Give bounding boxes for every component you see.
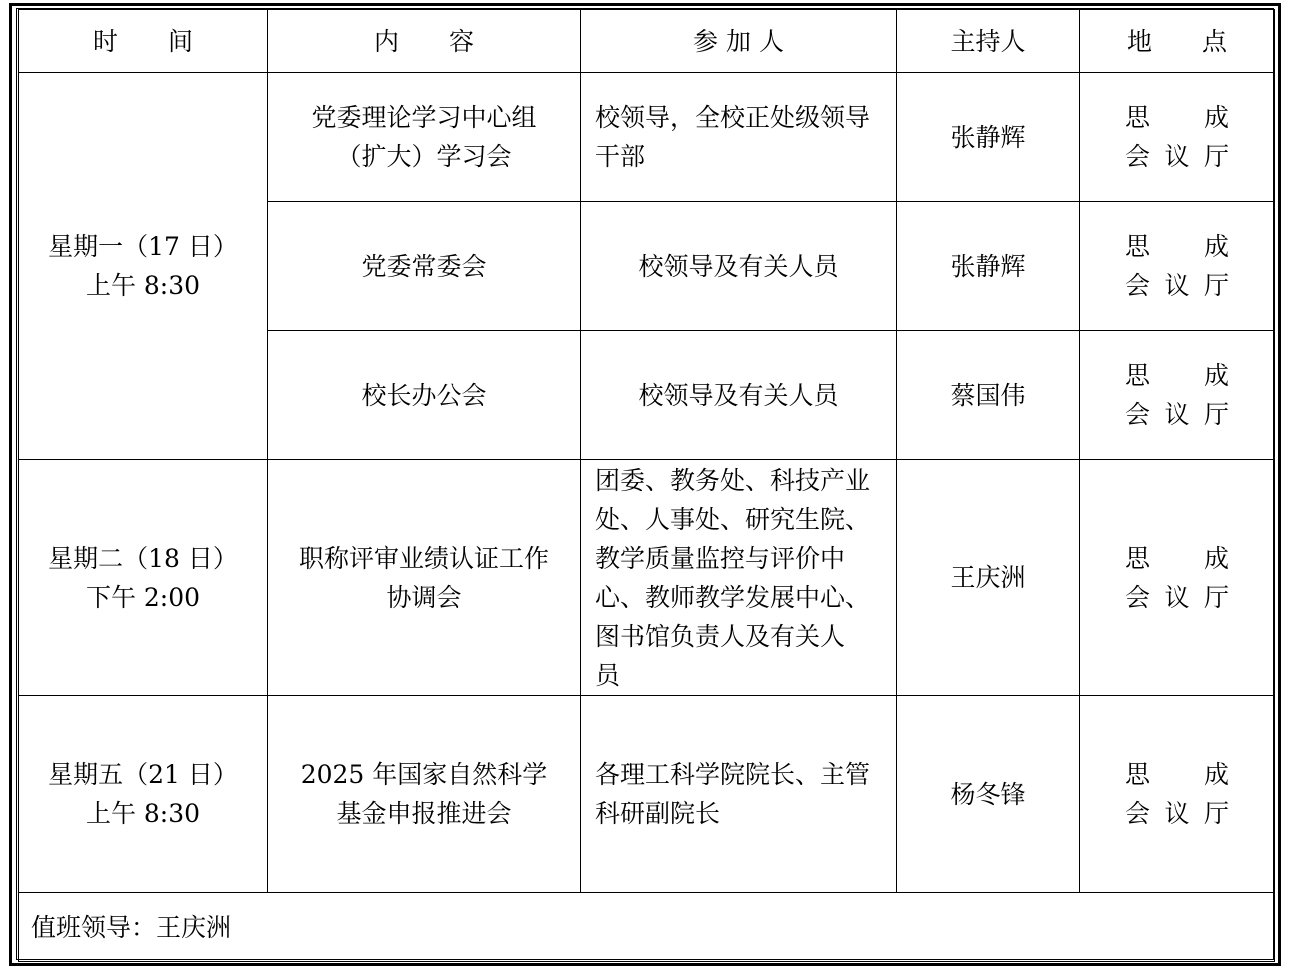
- content-cell: 党委常委会: [268, 202, 581, 331]
- location-cell: [1080, 460, 1275, 696]
- footer-row: [19, 893, 1275, 962]
- host-cell: 张静辉: [897, 202, 1080, 331]
- location-line-2: 会 议 厅: [1125, 582, 1229, 612]
- duty-leader: 值班领导：王庆洲: [19, 893, 1275, 962]
- time-cell: [19, 460, 268, 696]
- location-cell: [1080, 73, 1275, 202]
- participants-cell: 校领导及有关人员: [581, 331, 897, 460]
- host-cell: 杨冬锋: [897, 696, 1080, 893]
- content-cell: 2025 年国家自然科学 基金申报推进会: [268, 696, 581, 893]
- participants-cell: 各理工科学院院长、主管 科研副院长: [581, 696, 897, 893]
- time-day: 星期一（17 日）: [48, 232, 238, 261]
- time-hour: 上午 8:30: [85, 799, 201, 828]
- time-cell: [19, 73, 268, 460]
- header-time: 时 间: [19, 10, 268, 73]
- location-line-2: 会 议 厅: [1125, 142, 1229, 171]
- location-line-2: 会 议 厅: [1125, 799, 1229, 828]
- location-line-2: 会 议 厅: [1125, 271, 1229, 300]
- time-hour: 上午 8:30: [85, 271, 201, 300]
- table-row: [19, 73, 1275, 202]
- location-cell: [1080, 331, 1275, 460]
- header-row: [19, 10, 1275, 73]
- participants-cell: 校领导及有关人员: [581, 202, 897, 331]
- time-cell: [19, 696, 268, 893]
- host-cell: 蔡国伟: [897, 331, 1080, 460]
- header-location: 地 点: [1080, 10, 1275, 73]
- participants-cell: 团委、教务处、科技产业 处、人事处、研究生院、 教学质量监控与评价中 心、教师教学发展中心、 图书馆负责人及有关人 员: [581, 460, 897, 696]
- participants-cell: 校领导，全校正处级领导 干部: [581, 73, 897, 202]
- location-cell: [1080, 202, 1275, 331]
- table-row: [19, 460, 1275, 696]
- time-day: 星期五（21 日）: [48, 760, 238, 789]
- header-participants: 参 加 人: [581, 10, 897, 73]
- time-hour: 下午 2:00: [85, 582, 201, 612]
- location-cell: [1080, 696, 1275, 893]
- header-content: 内 容: [268, 10, 581, 73]
- host-cell: 张静辉: [897, 73, 1080, 202]
- table-row: [19, 696, 1275, 893]
- location-line-1: 思 成: [1125, 760, 1229, 789]
- location-line-1: 思 成: [1125, 361, 1229, 390]
- host-cell: 王庆洲: [897, 460, 1080, 696]
- schedule-table: [18, 9, 1275, 962]
- time-day: 星期二（18 日）: [48, 543, 238, 573]
- location-line-1: 思 成: [1125, 103, 1229, 132]
- location-line-2: 会 议 厅: [1125, 400, 1229, 429]
- content-cell: 校长办公会: [268, 331, 581, 460]
- content-cell: 党委理论学习中心组 （扩大）学习会: [268, 73, 581, 202]
- location-line-1: 思 成: [1125, 232, 1229, 261]
- location-line-1: 思 成: [1125, 543, 1229, 573]
- header-host: 主持人: [897, 10, 1080, 73]
- content-cell: 职称评审业绩认证工作 协调会: [268, 460, 581, 696]
